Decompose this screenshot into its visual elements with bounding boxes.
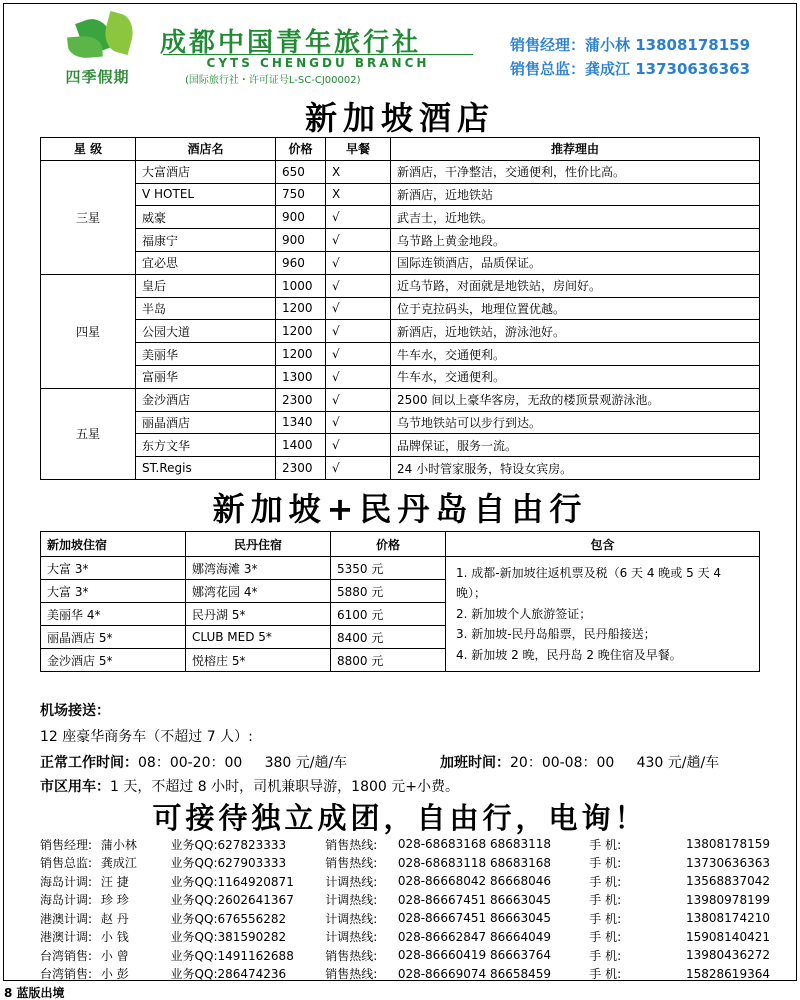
reason: 乌节地铁站可以步行到达。 (391, 411, 760, 434)
hotline-label: 销售热线: (325, 856, 378, 871)
breakfast: √ (326, 274, 391, 297)
hotel-name: 宜必思 (136, 251, 276, 274)
hotel-name: 半岛 (136, 297, 276, 320)
normal-hours-time: 08：00-20：00 (138, 755, 243, 771)
sales-title: 销售经理: (40, 837, 93, 852)
hotel-name: 皇后 (136, 274, 276, 297)
sales-name: 小 曾 (100, 948, 129, 963)
reason: 新酒店，干净整洁，交通便利，性价比高。 (391, 160, 760, 183)
sales-qq: 业务QQ:627823333 (170, 837, 287, 852)
hotel-name: 公园大道 (136, 320, 276, 343)
breakfast: √ (326, 229, 391, 252)
pkg-price: 8800 元 (331, 649, 446, 672)
bintan-stay: 悦榕庄 5* (186, 649, 331, 672)
hotel-name: 富丽华 (136, 365, 276, 388)
city-car-line (40, 776, 459, 796)
includes-item: 4. 新加坡 2 晚，民丹岛 2 晚住宿及早餐。 (456, 647, 682, 662)
sg-stay: 丽晶酒店 5* (41, 626, 186, 649)
hotel-price: 1200 (276, 320, 326, 343)
mobile-label: 手 机: (589, 893, 622, 908)
mobile-label: 手 机: (589, 837, 622, 852)
sales-qq: 业务QQ:2602641367 (170, 893, 294, 908)
breakfast: √ (326, 343, 391, 366)
sales-qq: 业务QQ:286474236 (170, 967, 287, 982)
sales-qq: 业务QQ:627903333 (170, 856, 287, 871)
breakfast: √ (326, 365, 391, 388)
hotline-label: 计调热线: (325, 911, 378, 926)
pkg-price: 6100 元 (331, 603, 446, 626)
pkg-price: 5350 元 (331, 557, 446, 580)
agency-name-cn: 成都中国青年旅行社 (160, 28, 422, 58)
call-to-action: 可接待独立成团，自由行，电询！ (152, 801, 648, 835)
sales-qq: 业务QQ:1164920871 (170, 874, 294, 889)
table-row (41, 160, 760, 183)
pkg-price: 8400 元 (331, 626, 446, 649)
table-row (41, 411, 760, 434)
hotel-price: 2300 (276, 388, 326, 411)
mobile-number: 13808174210 (686, 911, 770, 926)
list-item (40, 946, 770, 965)
star-level: 三星 (41, 160, 136, 274)
breakfast: √ (326, 434, 391, 457)
header-price: 价格 (276, 138, 326, 161)
hotel-name: V HOTEL (136, 183, 276, 206)
pkg-price: 5880 元 (331, 580, 446, 603)
sales-qq: 业务QQ:381590282 (170, 930, 287, 945)
header-pkg-price: 价格 (331, 532, 446, 557)
sales-name: 蒲小林 (100, 837, 137, 852)
includes-item: 1. 成都-新加坡往返机票及税（6 天 4 晚或 5 天 4 晚）； (456, 566, 722, 601)
sg-stay: 金沙酒店 5* (41, 649, 186, 672)
city-car-label: 市区用车： (40, 779, 110, 795)
sg-stay: 美丽华 4* (41, 603, 186, 626)
breakfast: X (326, 160, 391, 183)
breakfast: √ (326, 320, 391, 343)
breakfast: X (326, 183, 391, 206)
sales-title: 销售总监: (40, 856, 93, 871)
sales-title: 台湾销售: (40, 967, 93, 982)
page-footer: 8 蓝版出境 (4, 986, 65, 1000)
hotline-label: 计调热线: (325, 930, 378, 945)
hotline-number: 028-68683168 68683118 (397, 837, 552, 852)
logo-text: 四季假期 (65, 68, 130, 86)
sales-name: 赵 丹 (100, 911, 129, 926)
hotel-table (40, 137, 760, 480)
overtime-line (440, 752, 719, 772)
mobile-number: 13808178159 (686, 837, 770, 852)
hotel-section-title: 新加坡酒店 (304, 99, 495, 137)
reason: 武吉士，近地铁。 (391, 206, 760, 229)
hotline-label: 销售热线: (325, 967, 378, 982)
bintan-stay: 娜湾海滩 3* (186, 557, 331, 580)
reason: 新酒店，近地铁站，游泳池好。 (391, 320, 760, 343)
hotel-price: 1300 (276, 365, 326, 388)
city-car-text: 1 天，不超过 8 小时，司机兼职导游，1800 元+小费。 (110, 779, 459, 795)
reason: 24 小时管家服务，特设女宾房。 (391, 457, 760, 480)
sales-title: 海岛计调: (40, 874, 93, 889)
list-item (40, 909, 770, 928)
mobile-number: 15828619364 (686, 966, 770, 981)
hotel-price: 1000 (276, 274, 326, 297)
table-row (41, 274, 760, 297)
reason: 品牌保证，服务一流。 (391, 434, 760, 457)
hotel-price: 1200 (276, 297, 326, 320)
transfer-vehicle: 12 座豪华商务车（不超过 7 人）: (40, 729, 253, 745)
sales-title: 台湾销售: (40, 948, 93, 963)
normal-hours-price: 380 元/趟/车 (264, 755, 348, 771)
header-star: 星 级 (41, 138, 136, 161)
package-section-title: 新加坡+民丹岛自由行 (212, 490, 588, 528)
contact-sales-manager: 销售经理：蒲小林 13808178159 (510, 36, 751, 54)
bintan-stay: CLUB MED 5* (186, 626, 331, 649)
header-reason: 推荐理由 (391, 138, 760, 161)
normal-hours-label: 正常工作时间： (40, 755, 138, 771)
sales-name: 龚成江 (100, 856, 137, 871)
table-row (41, 434, 760, 457)
mobile-label: 手 机: (589, 948, 622, 963)
mobile-number: 13730636363 (686, 855, 770, 870)
breakfast: √ (326, 388, 391, 411)
mobile-label: 手 机: (589, 911, 622, 926)
reason: 位于克拉码头，地理位置优越。 (391, 297, 760, 320)
bintan-stay: 民丹湖 5* (186, 603, 331, 626)
normal-hours-line (40, 752, 347, 772)
header-sg-stay: 新加坡住宿 (41, 532, 186, 557)
reason: 牛车水，交通便利。 (391, 365, 760, 388)
hotline-number: 028-86667451 86663045 (397, 892, 552, 907)
header-bintan-stay: 民丹住宿 (186, 532, 331, 557)
sales-name: 珍 珍 (100, 893, 129, 908)
hotel-name: 金沙酒店 (136, 388, 276, 411)
star-level: 五星 (41, 388, 136, 479)
overtime-price: 430 元/趟/车 (636, 755, 720, 771)
table-row (41, 297, 760, 320)
sales-title: 海岛计调: (40, 893, 93, 908)
list-item (40, 854, 770, 873)
hotel-name: 美丽华 (136, 343, 276, 366)
hotel-table-header (41, 138, 760, 161)
hotel-price: 900 (276, 206, 326, 229)
table-row (41, 365, 760, 388)
list-item (40, 928, 770, 947)
hotel-price: 1400 (276, 434, 326, 457)
list-item (40, 872, 770, 891)
sales-title: 港澳计调: (40, 911, 93, 926)
list-item (40, 965, 770, 984)
hotel-name: 威豪 (136, 206, 276, 229)
hotline-number: 028-86669074 86658459 (397, 966, 552, 981)
hotline-label: 销售热线: (325, 948, 378, 963)
sales-qq: 业务QQ:676556282 (170, 911, 287, 926)
header-breakfast: 早餐 (326, 138, 391, 161)
header-hotel-name: 酒店名 (136, 138, 276, 161)
mobile-label: 手 机: (589, 856, 622, 871)
hotline-number: 028-86662847 86664049 (397, 929, 552, 944)
sales-name: 小 彭 (100, 967, 129, 982)
package-table (40, 531, 760, 672)
reason: 2500 间以上豪华客房，无敌的楼顶景观游泳池。 (391, 388, 760, 411)
transfer-heading: 机场接送： (40, 703, 110, 719)
hotel-name: 福康宁 (136, 229, 276, 252)
mobile-label: 手 机: (589, 874, 622, 889)
license-number: (国际旅行社・许可证号L-SC-CJ00002) (185, 75, 361, 86)
hotline-label: 计调热线: (325, 893, 378, 908)
reason: 新酒店，近地铁站 (391, 183, 760, 206)
sg-stay: 大富 3* (41, 557, 186, 580)
hotline-number: 028-86668042 86668046 (397, 874, 552, 889)
table-row (41, 388, 760, 411)
hotel-name: ST.Regis (136, 457, 276, 480)
sales-team-list (40, 835, 770, 983)
breakfast: √ (326, 297, 391, 320)
bintan-stay: 娜湾花园 4* (186, 580, 331, 603)
agency-name-en: CYTS CHENGDU BRANCH (163, 54, 473, 70)
sg-stay: 大富 3* (41, 580, 186, 603)
star-level: 四星 (41, 274, 136, 388)
hotline-number: 028-86667451 86663045 (397, 911, 552, 926)
overtime-time: 20：00-08：00 (510, 755, 615, 771)
hotel-price: 650 (276, 160, 326, 183)
list-item (40, 891, 770, 910)
package-table-header (41, 532, 760, 557)
mobile-label: 手 机: (589, 930, 622, 945)
mobile-label: 手 机: (589, 967, 622, 982)
hotel-name: 丽晶酒店 (136, 411, 276, 434)
hotel-price: 1340 (276, 411, 326, 434)
mobile-number: 15908140421 (686, 929, 770, 944)
hotel-price: 900 (276, 229, 326, 252)
sales-title: 港澳计调: (40, 930, 93, 945)
reason: 牛车水，交通便利。 (391, 343, 760, 366)
table-row (41, 206, 760, 229)
hotel-price: 960 (276, 251, 326, 274)
breakfast: √ (326, 206, 391, 229)
hotel-price: 750 (276, 183, 326, 206)
hotline-number: 028-68683118 68683168 (397, 855, 552, 870)
reason: 近乌节路，对面就是地铁站，房间好。 (391, 274, 760, 297)
hotline-label: 销售热线: (325, 837, 378, 852)
reason: 国际连锁酒店，品质保证。 (391, 251, 760, 274)
table-row (41, 229, 760, 252)
hotline-label: 计调热线: (325, 874, 378, 889)
includes-cell (446, 557, 760, 672)
list-item (40, 835, 770, 854)
mobile-number: 13980436272 (686, 948, 770, 963)
mobile-number: 13568837042 (686, 874, 770, 889)
sales-qq: 业务QQ:1491162688 (170, 948, 294, 963)
hotline-number: 028-86660419 86663764 (397, 948, 552, 963)
table-row (41, 183, 760, 206)
table-row (41, 457, 760, 480)
overtime-label: 加班时间： (440, 755, 510, 771)
sales-name: 小 钱 (100, 930, 129, 945)
includes-item: 3. 新加坡-民丹岛船票，民丹船接送； (456, 627, 656, 642)
breakfast: √ (326, 251, 391, 274)
includes-item: 2. 新加坡个人旅游签证； (456, 606, 592, 621)
header-includes: 包含 (446, 532, 760, 557)
breakfast: √ (326, 411, 391, 434)
hotel-price: 2300 (276, 457, 326, 480)
hotel-name: 东方文华 (136, 434, 276, 457)
contact-sales-director: 销售总监：龚成江 13730636363 (510, 60, 751, 78)
breakfast: √ (326, 457, 391, 480)
table-row (41, 320, 760, 343)
table-row (41, 343, 760, 366)
hotel-name: 大富酒店 (136, 160, 276, 183)
table-row (41, 251, 760, 274)
table-row (41, 557, 760, 580)
sales-name: 汪 捷 (100, 874, 129, 889)
hotel-price: 1200 (276, 343, 326, 366)
mobile-number: 13980978199 (686, 892, 770, 907)
reason: 乌节路上黄金地段。 (391, 229, 760, 252)
